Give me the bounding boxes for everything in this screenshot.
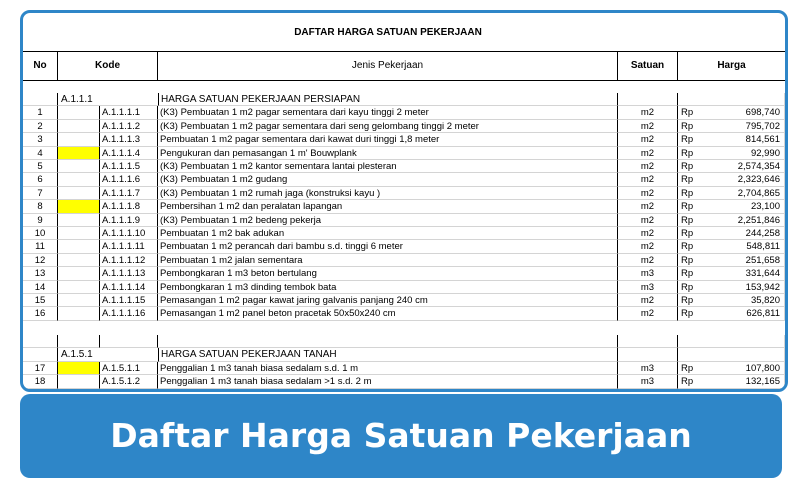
row-code[interactable]: A.1.1.1.9: [100, 214, 158, 227]
table-row: [23, 294, 785, 307]
row-number[interactable]: 18: [23, 375, 58, 388]
cell[interactable]: [678, 335, 714, 348]
cell[interactable]: [678, 93, 714, 106]
cell[interactable]: [100, 335, 158, 348]
section-title[interactable]: HARGA SATUAN PEKERJAAN TANAH: [158, 348, 618, 361]
row-description[interactable]: Pembuatan 1 m2 perancah dari bambu s.d. tinggi 6 meter: [158, 240, 618, 253]
row-unit[interactable]: m3: [618, 281, 678, 294]
cell[interactable]: [58, 267, 100, 280]
cell[interactable]: [23, 348, 58, 361]
table-row: [23, 240, 785, 253]
row-currency[interactable]: Rp: [678, 267, 714, 280]
table-row: [23, 147, 785, 160]
row-code[interactable]: A.1.1.1.12: [100, 254, 158, 267]
header-jenis[interactable]: Jenis Pekerjaan: [158, 52, 618, 80]
title-row: [23, 25, 785, 41]
row-description[interactable]: Pengukuran dan pemasangan 1 m' Bouwplank: [158, 147, 618, 160]
header-harga[interactable]: Harga: [717, 60, 746, 71]
row-code[interactable]: A.1.1.1.1: [100, 106, 158, 119]
blank-row: [23, 335, 785, 348]
row-description[interactable]: Penggalian 1 m3 tanah biasa sedalam s.d. 1 m: [158, 362, 618, 375]
row-unit[interactable]: m2: [618, 147, 678, 160]
row-currency[interactable]: Rp: [678, 375, 714, 388]
table-row: [23, 362, 785, 375]
table-row: [23, 106, 785, 119]
table-row: [23, 120, 785, 133]
row-code[interactable]: A.1.1.1.2: [100, 120, 158, 133]
cell[interactable]: [58, 227, 100, 240]
row-price[interactable]: 23,100: [714, 200, 785, 213]
sheet-title: DAFTAR HARGA SATUAN PEKERJAAN: [294, 27, 482, 38]
section-code[interactable]: A.1.5.1: [58, 348, 158, 361]
row-price[interactable]: 2,323,646: [714, 173, 785, 186]
row-price[interactable]: 814,561: [714, 133, 785, 146]
row-code[interactable]: A.1.1.1.4: [100, 147, 158, 160]
cell[interactable]: [58, 133, 100, 146]
table-row: [23, 173, 785, 186]
table-row: [23, 200, 785, 213]
row-price[interactable]: 251,658: [714, 254, 785, 267]
row-currency[interactable]: Rp: [678, 281, 714, 294]
row-code[interactable]: A.1.1.1.11: [100, 240, 158, 253]
row-currency[interactable]: Rp: [678, 200, 714, 213]
table-row: [23, 227, 785, 240]
row-currency[interactable]: Rp: [678, 254, 714, 267]
row-unit[interactable]: m2: [618, 294, 678, 307]
cell[interactable]: [58, 200, 100, 213]
row-code[interactable]: A.1.1.1.10: [100, 227, 158, 240]
table-row: [23, 307, 785, 320]
cell[interactable]: [58, 294, 100, 307]
header-row: [23, 51, 785, 81]
row-unit[interactable]: m3: [618, 375, 678, 388]
cell[interactable]: [714, 93, 785, 106]
cell[interactable]: [158, 335, 618, 348]
header-no[interactable]: No: [23, 52, 58, 80]
row-currency[interactable]: Rp: [678, 160, 714, 173]
row-number[interactable]: 9: [23, 214, 58, 227]
row-unit[interactable]: m2: [618, 133, 678, 146]
row-code[interactable]: A.1.1.1.14: [100, 281, 158, 294]
row-description[interactable]: (K3) Pembuatan 1 m2 pagar sementara dari seng gelombang tinggi 2 meter: [158, 120, 618, 133]
row-description[interactable]: (K3) Pembuatan 1 m2 pagar sementara dari kayu tinggi 2 meter: [158, 106, 618, 119]
row-number[interactable]: 16: [23, 307, 58, 320]
cell[interactable]: [58, 240, 100, 253]
row-unit[interactable]: m2: [618, 214, 678, 227]
row-price[interactable]: 153,942: [714, 281, 785, 294]
section-title[interactable]: HARGA SATUAN PEKERJAAN PERSIAPAN: [158, 93, 618, 106]
header-kode[interactable]: Kode: [58, 52, 158, 80]
row-price[interactable]: 107,800: [714, 362, 785, 375]
row-code[interactable]: A.1.1.1.7: [100, 187, 158, 200]
cell[interactable]: [58, 106, 100, 119]
cell[interactable]: [714, 335, 785, 348]
row-currency[interactable]: Rp: [678, 214, 714, 227]
row-unit[interactable]: m3: [618, 362, 678, 375]
row-unit[interactable]: m2: [618, 200, 678, 213]
header-satuan[interactable]: Satuan: [618, 52, 678, 80]
cell[interactable]: [714, 348, 785, 361]
row-unit[interactable]: m2: [618, 160, 678, 173]
cell[interactable]: [58, 173, 100, 186]
row-currency[interactable]: Rp: [678, 307, 714, 320]
row-description[interactable]: Penggalian 1 m3 tanah biasa sedalam >1 s.d. 2 m: [158, 375, 618, 388]
cell[interactable]: [23, 93, 58, 106]
cell[interactable]: [58, 281, 100, 294]
table-row: [23, 160, 785, 173]
row-unit[interactable]: m2: [618, 307, 678, 320]
row-code[interactable]: A.1.1.1.3: [100, 133, 158, 146]
row-number[interactable]: 11: [23, 240, 58, 253]
row-code[interactable]: A.1.1.1.13: [100, 267, 158, 280]
row-code[interactable]: A.1.5.1.1: [100, 362, 158, 375]
row-currency[interactable]: Rp: [678, 294, 714, 307]
row-number[interactable]: 10: [23, 227, 58, 240]
row-unit[interactable]: m2: [618, 240, 678, 253]
row-description[interactable]: (K3) Pembuatan 1 m2 kantor sementara lantai plesteran: [158, 160, 618, 173]
cell[interactable]: [618, 335, 678, 348]
row-unit[interactable]: m2: [618, 227, 678, 240]
row-number[interactable]: 13: [23, 267, 58, 280]
row-currency[interactable]: Rp: [678, 173, 714, 186]
row-price[interactable]: 132,165: [714, 375, 785, 388]
row-unit[interactable]: m2: [618, 187, 678, 200]
table-row: [23, 254, 785, 267]
row-price[interactable]: 92,990: [714, 147, 785, 160]
table-row: [23, 133, 785, 146]
row-description[interactable]: Pemasangan 1 m2 pagar kawat jaring galvanis panjang 240 cm: [158, 294, 618, 307]
row-unit[interactable]: m2: [618, 173, 678, 186]
row-description[interactable]: Pembongkaran 1 m3 dinding tembok bata: [158, 281, 618, 294]
cell[interactable]: [58, 375, 100, 388]
row-code[interactable]: A.1.1.1.5: [100, 160, 158, 173]
row-price[interactable]: 2,251,846: [714, 214, 785, 227]
row-currency[interactable]: Rp: [678, 187, 714, 200]
cell[interactable]: [58, 120, 100, 133]
cell[interactable]: [58, 254, 100, 267]
row-unit[interactable]: m2: [618, 106, 678, 119]
row-number[interactable]: 2: [23, 120, 58, 133]
row-currency[interactable]: Rp: [678, 227, 714, 240]
row-description[interactable]: Pembuatan 1 m2 bak adukan: [158, 227, 618, 240]
row-unit[interactable]: m2: [618, 120, 678, 133]
row-price[interactable]: 698,740: [714, 106, 785, 119]
row-currency[interactable]: Rp: [678, 147, 714, 160]
row-code[interactable]: A.1.5.1.2: [100, 375, 158, 388]
section-row: [23, 348, 785, 361]
row-price[interactable]: 795,702: [714, 120, 785, 133]
row-description[interactable]: Pembuatan 1 m2 pagar sementara dari kawat duri tinggi 1,8 meter: [158, 133, 618, 146]
row-currency[interactable]: Rp: [678, 240, 714, 253]
row-number[interactable]: 7: [23, 187, 58, 200]
row-currency[interactable]: Rp: [678, 362, 714, 375]
cell[interactable]: [618, 348, 678, 361]
spreadsheet-frame: [20, 10, 788, 392]
row-number[interactable]: 12: [23, 254, 58, 267]
row-description[interactable]: Pembongkaran 1 m3 beton bertulang: [158, 267, 618, 280]
row-currency[interactable]: Rp: [678, 120, 714, 133]
row-number[interactable]: 5: [23, 160, 58, 173]
row-number[interactable]: 6: [23, 173, 58, 186]
table-row: [23, 281, 785, 294]
row-description[interactable]: (K3) Pembuatan 1 m2 bedeng pekerja: [158, 214, 618, 227]
row-currency[interactable]: Rp: [678, 133, 714, 146]
row-code[interactable]: A.1.1.1.16: [100, 307, 158, 320]
row-price[interactable]: 2,574,354: [714, 160, 785, 173]
cell[interactable]: [23, 335, 58, 348]
row-number[interactable]: 8: [23, 200, 58, 213]
row-number[interactable]: 14: [23, 281, 58, 294]
row-price[interactable]: 626,811: [714, 307, 785, 320]
cell[interactable]: [58, 160, 100, 173]
row-unit[interactable]: m2: [618, 254, 678, 267]
row-description[interactable]: Pembersihan 1 m2 dan peralatan lapangan: [158, 200, 618, 213]
row-description[interactable]: (K3) Pembuatan 1 m2 gudang: [158, 173, 618, 186]
row-description[interactable]: Pemasangan 1 m2 panel beton pracetak 50x50x240 cm: [158, 307, 618, 320]
section-code[interactable]: A.1.1.1: [58, 93, 158, 106]
cell[interactable]: [58, 335, 100, 348]
cell[interactable]: [58, 214, 100, 227]
table-row: [23, 187, 785, 200]
cell[interactable]: [58, 187, 100, 200]
table-row: [23, 375, 785, 388]
caption-banner: Daftar Harga Satuan Pekerjaan: [20, 394, 782, 478]
row-description[interactable]: (K3) Pembuatan 1 m2 rumah jaga (konstruksi kayu ): [158, 187, 618, 200]
cell[interactable]: [678, 348, 714, 361]
row-code[interactable]: A.1.1.1.8: [100, 200, 158, 213]
section-row: [23, 93, 785, 106]
row-price[interactable]: 331,644: [714, 267, 785, 280]
row-number[interactable]: 1: [23, 106, 58, 119]
table-row: [23, 267, 785, 280]
table-row: [23, 214, 785, 227]
cell[interactable]: [58, 147, 100, 160]
row-number[interactable]: 4: [23, 147, 58, 160]
row-description[interactable]: Pembuatan 1 m2 jalan sementara: [158, 254, 618, 267]
row-number[interactable]: 15: [23, 294, 58, 307]
row-number[interactable]: 17: [23, 362, 58, 375]
row-price[interactable]: 548,811: [714, 240, 785, 253]
row-price[interactable]: 244,258: [714, 227, 785, 240]
row-price[interactable]: 2,704,865: [714, 187, 785, 200]
cell[interactable]: [58, 307, 100, 320]
cell[interactable]: [58, 362, 100, 375]
row-code[interactable]: A.1.1.1.6: [100, 173, 158, 186]
cell[interactable]: [618, 93, 678, 106]
row-code[interactable]: A.1.1.1.15: [100, 294, 158, 307]
row-unit[interactable]: m3: [618, 267, 678, 280]
row-price[interactable]: 35,820: [714, 294, 785, 307]
row-currency[interactable]: Rp: [678, 106, 714, 119]
row-number[interactable]: 3: [23, 133, 58, 146]
